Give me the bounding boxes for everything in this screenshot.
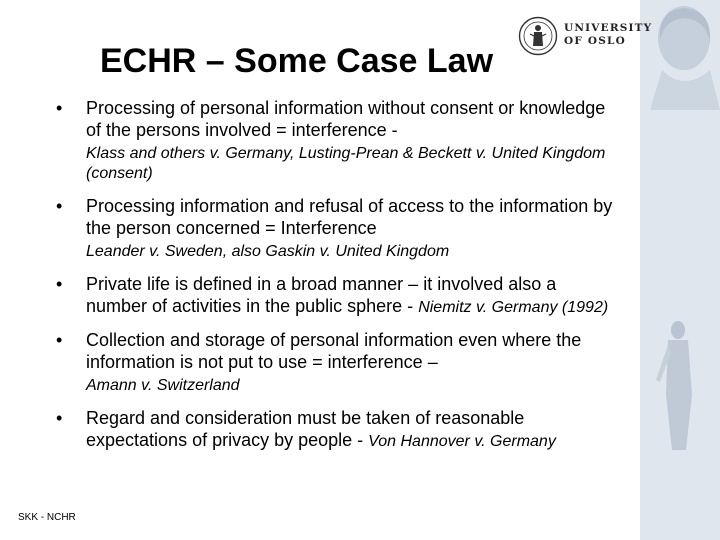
bullet-item — [56, 195, 616, 262]
bullet-item — [56, 97, 616, 184]
bullet-citation: Von Hannover v. Germany — [368, 433, 556, 450]
bullet-dot-icon: • — [56, 408, 63, 428]
university-wordmark — [564, 22, 652, 48]
bullet-text-with-citation — [86, 407, 616, 452]
bullet-text: Processing of personal information without consent or knowledge of the persons involved = interference - — [86, 98, 606, 140]
bullet-dot-icon: • — [56, 330, 63, 350]
bullet-text: Collection and storage of personal information even where the information is not put to use = interference – — [86, 330, 582, 372]
slide-title: ECHR – Some Case Law — [100, 42, 494, 80]
bullet-item — [56, 273, 616, 318]
bullet-text-with-citation — [86, 273, 616, 318]
logo-line-2: OF OSLO — [564, 35, 626, 47]
decorative-side-strip — [640, 0, 720, 540]
bullet-text: Regard and consideration must be taken of reasonable expectations of privacy by people - — [86, 408, 525, 450]
statue-bust-icon — [640, 0, 720, 110]
bullet-item — [56, 329, 616, 396]
bullet-dot-icon: • — [56, 196, 63, 216]
bullet-text: Processing information and refusal of access to the information by the person concerned = Interference — [86, 196, 613, 238]
bullet-list — [56, 97, 616, 463]
bullet-dot-icon: • — [56, 274, 63, 294]
bullet-citation: Leander v. Sweden, also Gaskin v. United Kingdom — [86, 243, 450, 260]
logo-line-1: UNIVERSITY — [564, 22, 653, 34]
bullet-item — [56, 407, 616, 452]
statue-figure-icon — [640, 300, 720, 460]
bullet-citation: Niemitz v. Germany (1992) — [418, 299, 609, 316]
university-logo — [516, 14, 653, 60]
university-seal-icon — [518, 16, 558, 56]
bullet-text: Private life is defined in a broad manner – it involved also a number of activities in the public sphere - — [86, 274, 557, 316]
bullet-dot-icon: • — [56, 98, 63, 118]
bullet-citation: Klass and others v. Germany, Lusting-Prean & Beckett v. United Kingdom (consent) — [86, 145, 606, 182]
bullet-citation: Amann v. Switzerland — [86, 377, 240, 394]
slide-footer: SKK - NCHR — [18, 512, 76, 523]
